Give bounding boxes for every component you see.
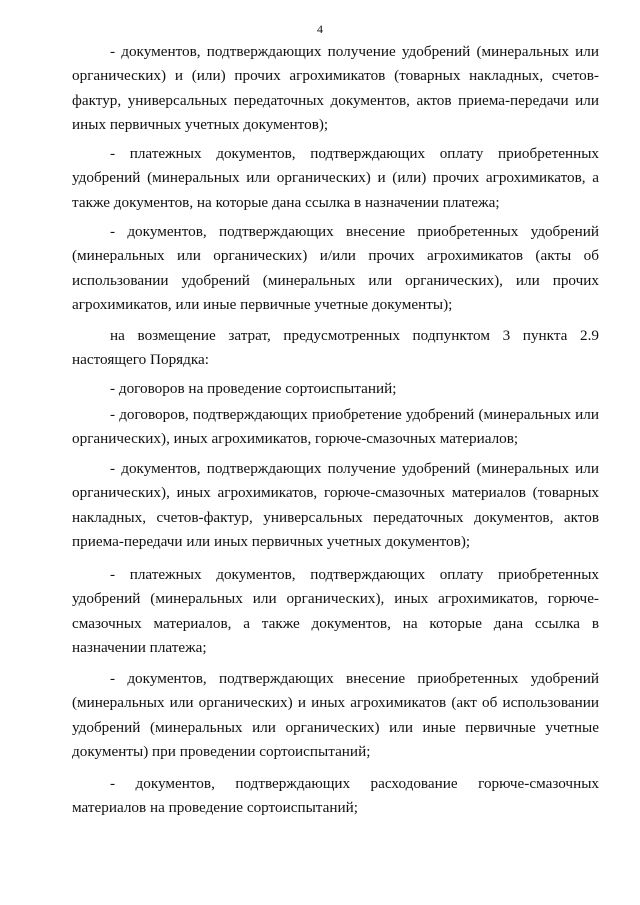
- paragraph-payment-docs-fuel: - платежных документов, подтверждающих оплату приобретенных удобрений (минеральных или органических), иных агрохимикатов, горюче-смазочных материалов, а также документов, на которые дана ссылка в назначении платежа;: [72, 566, 599, 657]
- paragraph-fuel-consumption-docs: - документов, подтверждающих расходование горюче-смазочных материалов на проведение сортоиспытаний;: [72, 775, 599, 817]
- paragraph-payment-docs: - платежных документов, подтверждающих оплату приобретенных удобрений (минеральных или органических) и (или) прочих агрохимикатов, а также документов, на которые дана ссылка в назначении платежа;: [72, 145, 599, 211]
- paragraph-variety-trial-contracts: - договоров на проведение сортоиспытаний;: [110, 380, 397, 398]
- paragraph-application-docs: - документов, подтверждающих внесение приобретенных удобрений (минеральных или органических) и/или прочих агрохимикатов (акты об использовании удобрений (минеральных или органических), или прочих агрохимикатов, или иные первичные учетные документы);: [72, 223, 599, 314]
- paragraph-purchase-contracts: - договоров, подтверждающих приобретение удобрений (минеральных или органических), иных агрохимикатов, горюче-смазочных материалов;: [72, 406, 599, 448]
- paragraph-fertilizer-receipt-docs: - документов, подтверждающих получение удобрений (минеральных или органических) и (или) прочих агрохимикатов (товарных накладных, счетов-фактур, универсальных передаточных документов, актов приема-передачи или иных первичных учетных документов);: [72, 43, 599, 134]
- page-number: 4: [317, 22, 323, 36]
- paragraph-receipt-docs-fuel: - документов, подтверждающих получение удобрений (минеральных или органических), иных агрохимикатов, горюче-смазочных материалов (товарных накладных, счетов-фактур, универсальных передаточных документов, актов приема-передачи или иных первичных учетных документов);: [72, 460, 599, 551]
- paragraph-application-docs-trials: - документов, подтверждающих внесение приобретенных удобрений (минеральных или органических) и иных агрохимикатов (акт об использовании удобрений (минеральных или органических) или иные первичные учетные документы) при проведении сортоиспытаний;: [72, 670, 599, 761]
- paragraph-reimbursement-heading: на возмещение затрат, предусмотренных подпунктом 3 пункта 2.9 настоящего Порядка:: [72, 327, 599, 369]
